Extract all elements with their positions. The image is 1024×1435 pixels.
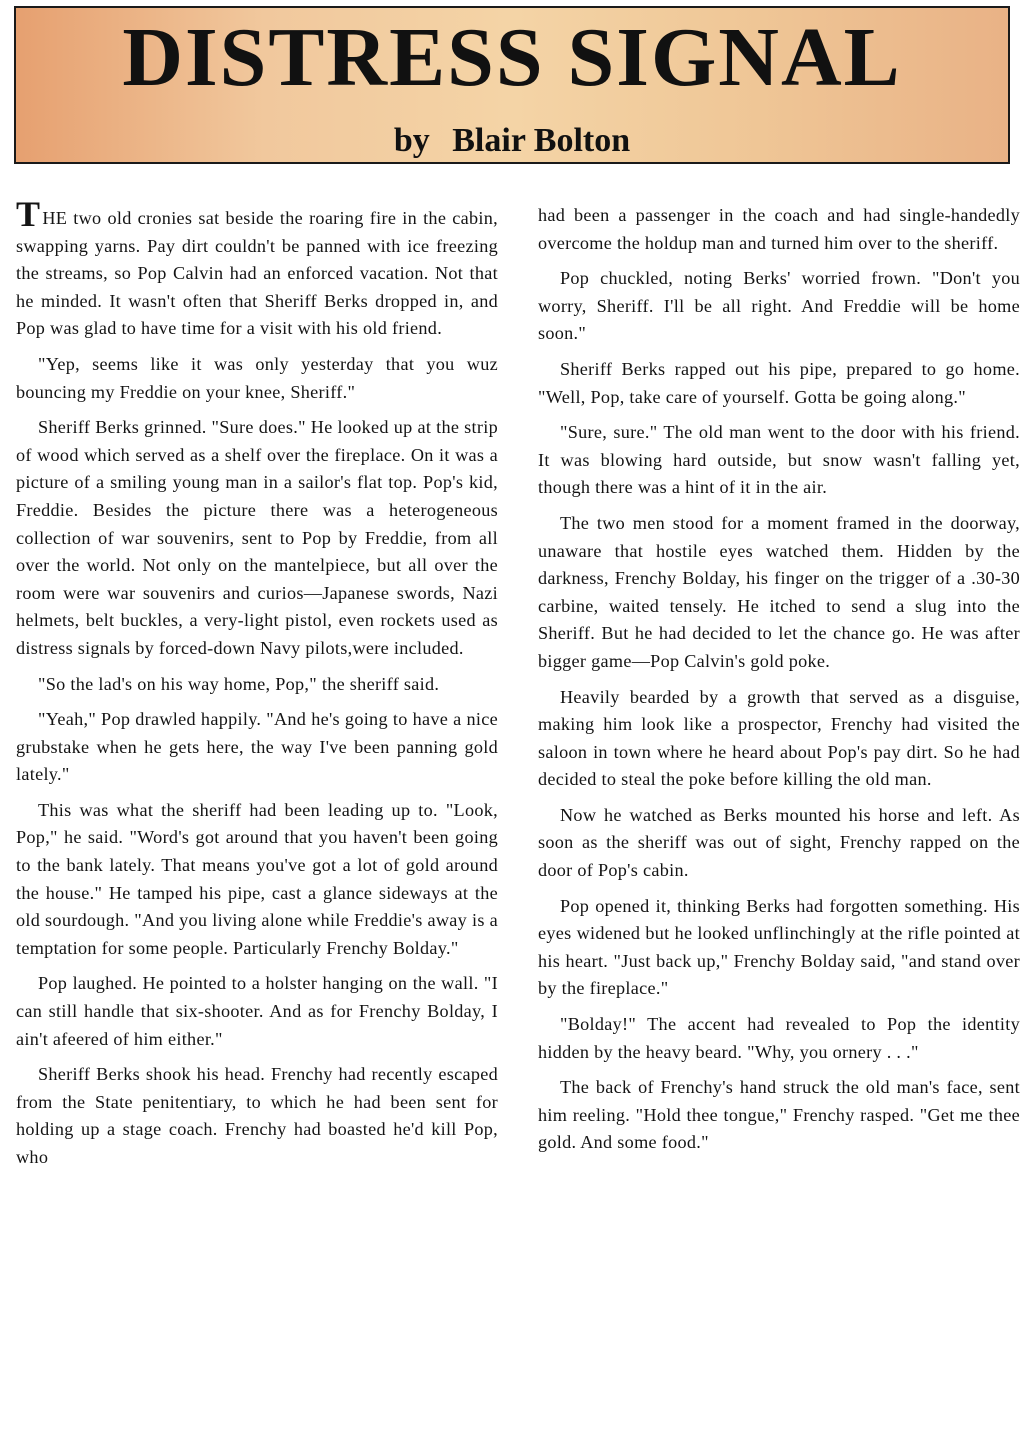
story-title: DISTRESS SIGNAL: [122, 11, 902, 104]
paragraph: Pop opened it, thinking Berks had forgotten something. His eyes widened but he looked unflinchingly at the rifle pointed at his heart. "Just back up," Frenchy Bolday said, "and stand over by the fireplace.": [538, 895, 1020, 999]
paragraph: Sheriff Berks shook his head. Frenchy had recently escaped from the State penitentiary, to which he had been sent for holding up a stage coach. Frenchy had boasted he'd kill Pop, who: [16, 1064, 498, 1167]
byline: [16, 122, 1008, 160]
paragraph: THE two old cronies sat beside the roaring fire in the cabin, swapping yarns. Pay dirt couldn't be panned with ice freezing the streams, so Pop Calvin had an enforced vacation. Not that he minded. It wasn't often that Sheriff Berks dropped in, and Pop was glad to have time for a visit with his old friend.: [16, 202, 498, 343]
paragraph: Pop chuckled, noting Berks' worried frown. "Don't you worry, Sheriff. I'll be all right. And Freddie will be home soon.": [538, 268, 1020, 344]
story-body: [16, 202, 1020, 1426]
column-right: [538, 202, 1020, 1426]
drop-cap: T: [16, 202, 41, 234]
paragraph: The two men stood for a moment framed in the doorway, unaware that hostile eyes watched them. Hidden by the darkness, Frenchy Bolday, his finger on the trigger of a .30-30 carbine, waited tensely. He itched to send a slug into the Sheriff. But he had decided to let the chance go. He was after bigger game—Pop Calvin's gold poke.: [538, 512, 1020, 671]
paragraph: "Yep, seems like it was only yesterday that you wuz bouncing my Freddie on your knee, Sheriff.": [16, 353, 498, 402]
paragraph: Sheriff Berks grinned. "Sure does." He looked up at the strip of wood which served as a shelf over the fireplace. On it was a picture of a smiling young man in a sailor's flat top. Pop's kid, Freddie. Besides the picture there was a heterogeneous collection of war souvenirs, sent to Pop by Freddie, from all over the world. Not only on the mantelpiece, but all over the room were war souvenirs and curios—Japanese swords, Nazi helmets, belt buckles, a very-light pistol, even rockets used as distress signals by forced-down Navy pilots,were included.: [16, 417, 498, 658]
title-banner: [14, 6, 1010, 164]
author-name: Blair Bolton: [452, 122, 631, 159]
paragraph: "Sure, sure." The old man went to the door with his friend. It was blowing hard outside, but snow wasn't falling yet, though there was a hint of it in the air.: [538, 422, 1020, 498]
paragraph: "Bolday!" The accent had revealed to Pop the identity hidden by the heavy beard. "Why, you ornery . . .": [538, 1014, 1020, 1062]
paragraph: "So the lad's on his way home, Pop," the sheriff said.: [38, 673, 440, 694]
paragraph: Pop laughed. He pointed to a holster hanging on the wall. "I can still handle that six-shooter. And as for Frenchy Bolday, I ain't afeered of him either.": [16, 973, 498, 1049]
paragraph: had been a passenger in the coach and had single-handedly overcome the holdup man and turned him over to the sheriff.: [538, 205, 1020, 253]
paragraph: Heavily bearded by a growth that served as a disguise, making him look like a prospector, Frenchy had visited the saloon in town where he heard about Pop's pay dirt. So he had decided to steal the poke before killing the old man.: [538, 686, 1020, 790]
paragraph: Sheriff Berks rapped out his pipe, prepared to go home. "Well, Pop, take care of yourself. Gotta be going along.": [538, 358, 1020, 407]
column-left: [16, 202, 498, 1426]
byline-prefix: by: [393, 122, 430, 159]
paragraph: This was what the sheriff had been leading up to. "Look, Pop," he said. "Word's got around that you haven't been going to the bank lately. That means you've got a lot of gold around the house." He tamped his pipe, cast a glance sideways at the old sourdough. "And you living alone while Freddie's away is a temptation for some people. Particularly Frenchy Bolday.": [16, 799, 498, 958]
paragraph: "Yeah," Pop drawled happily. "And he's going to have a nice grubstake when he gets here, the way I've been panning gold lately.": [16, 709, 498, 785]
paragraph: Now he watched as Berks mounted his horse and left. As soon as the sheriff was out of sight, Frenchy rapped on the door of Pop's cabin.: [538, 804, 1020, 881]
paragraph: The back of Frenchy's hand struck the old man's face, sent him reeling. "Hold thee tongue," Frenchy rasped. "Get me thee gold. And some food.": [538, 1077, 1020, 1153]
